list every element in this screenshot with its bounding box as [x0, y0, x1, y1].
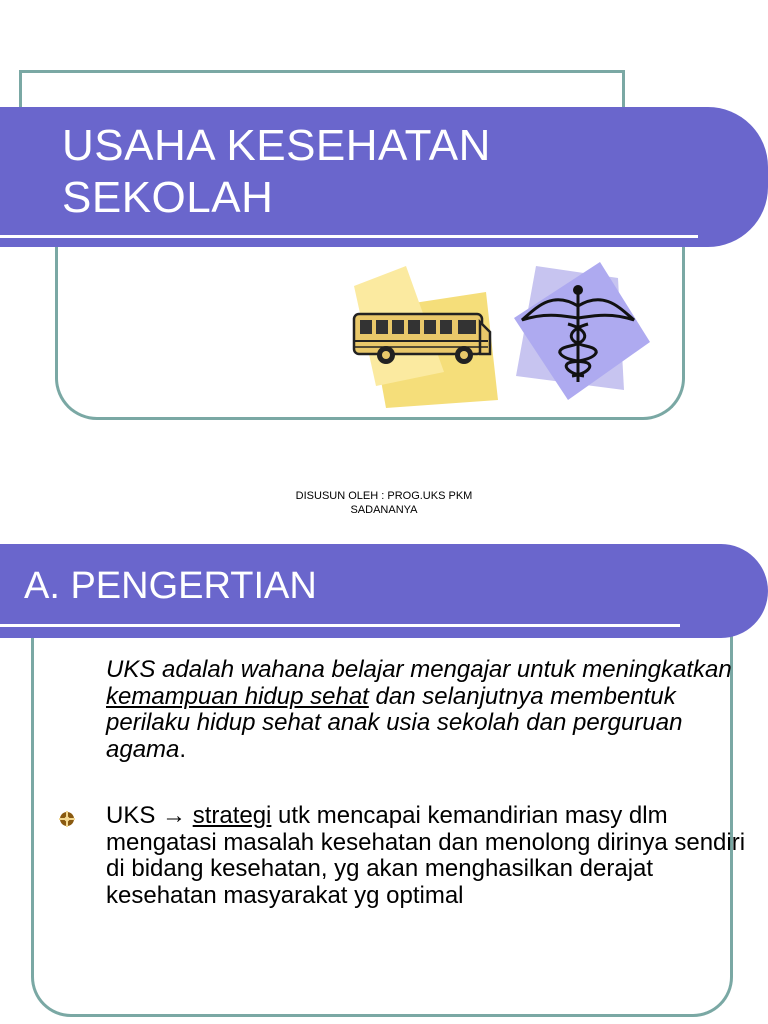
- title-line-2: SEKOLAH: [62, 173, 274, 222]
- definition-end: .: [179, 735, 187, 763]
- definition-text-1: UKS adalah wahana belajar mengajar untuk meningkatkan: [106, 656, 732, 683]
- bullet-icon: [58, 810, 76, 828]
- school-bus-icon: [348, 262, 498, 408]
- author-line-2: SADANANYA: [350, 504, 418, 516]
- section-heading: A. PENGERTIAN: [24, 565, 317, 607]
- arrow-icon: →: [162, 802, 187, 829]
- bullet-rest: utk mencapai kemandirian masy dlm mengatasi masalah kesehatan dan menolong dirinya sendiri di bidang kesehatan, yg akan menghasilkan derajat kesehatan masyarakat yg optimal: [106, 802, 746, 909]
- bullet-paragraph: [106, 803, 746, 909]
- definition-paragraph: [106, 657, 746, 763]
- slide2-heading-underline: [0, 624, 680, 627]
- bullet-space: [186, 802, 193, 829]
- caduceus-icon: [512, 260, 652, 405]
- author-line-1: DISUSUN OLEH : PROG.UKS PKM: [295, 490, 473, 502]
- bullet-underlined: strategi: [192, 802, 272, 829]
- slide1-title: [62, 120, 491, 224]
- definition-text-2: dan selanjutnya membentuk perilaku hidup sehat anak usia sekolah dan perguruan agama: [106, 682, 683, 763]
- title-line-1: USAHA KESEHATAN: [62, 121, 491, 170]
- definition-underlined: kemampuan hidup sehat: [106, 682, 369, 710]
- slide1-title-underline: [0, 235, 698, 238]
- author-credit: [250, 489, 518, 517]
- bullet-lead: UKS: [106, 802, 163, 829]
